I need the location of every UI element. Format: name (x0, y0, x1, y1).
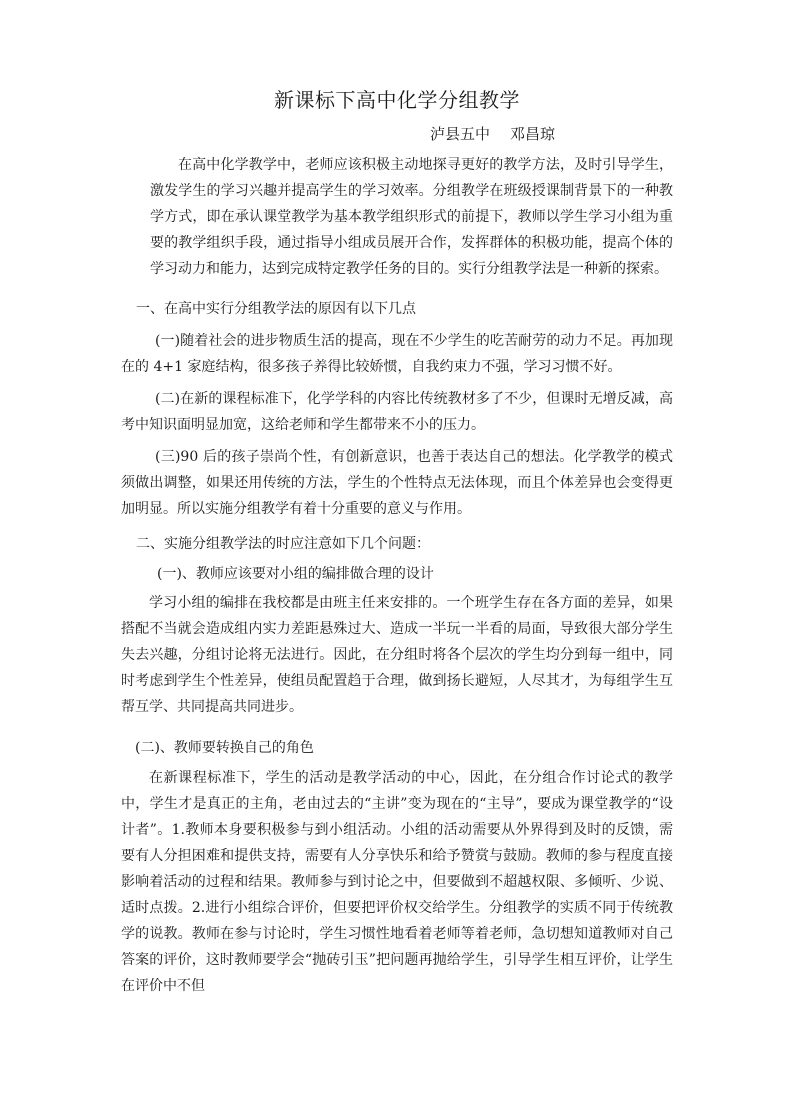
section-heading-1: 一、在高中实行分组教学法的原因有以下几点 (136, 301, 416, 317)
section2-paragraph-2: 在新课程标准下，学生的活动是教学活动的中心，因此，在分组合作讨论式的教学中，学生才是真正的主角，老由过去的“主讲”变为现在的“主导”，要成为课堂教学的“设计者”。1.教师本身要积极参与到小组活动。小组的活动需要从外界得到及时的反馈，需要有人分担困难和提供支持，需要有人分享快乐和给予赞赏与鼓励。教师的参与程度直接影响着活动的过程和结果。教师参与到讨论之中，但要做到不超越权限、多倾听、少说、适时点拨。2.进行小组综合评价，但要把评价权交给学生。分组教学的实质不同于传统教学的说教。教师在参与讨论时，学生习惯性地看着老师等着老师，急切想知道教师对自己答案的评价，这时教师要学会“抛砖引玉”把问题再抛给学生，引导学生相互评价，让学生在评价中不但 (121, 770, 673, 994)
section1-paragraph-1: (一)随着社会的进步物质生活的提高，现在不少学生的吃苦耐劳的动力不足。再加现在的 4+1 家庭结构，很多孩子养得比较娇惯，自我约束力不强，学习习惯不好。 (121, 333, 673, 375)
section-heading-2: 二、实施分组教学法的时应注意如下几个问题： (136, 536, 430, 552)
intro-paragraph: 在高中化学教学中，老师应该积极主动地探寻更好的教学方法，及时引导学生，激发学生的学习兴趣并提高学生的学习效率。分组教学在班级授课制背景下的一种教学方式，即在承认课堂教学为基本教学组织形式的前提下，教师以学生学习小组为重要的教学组织手段，通过指导小组成员展开合作，发挥群体的积极功能，提高个体的学习动力和能力，达到完成特定教学任务的目的。实行分组教学法是一种新的探索。 (150, 157, 673, 277)
author-school: 泸县五中 (430, 125, 491, 143)
subsection-heading-2: (二)、教师要转换自己的角色 (135, 740, 314, 756)
section2-paragraph-1: 学习小组的编排在我校都是由班主任来安排的。一个班学生存在各方面的差异，如果搭配不当就会造成组内实力差距悬殊过大、造成一半玩一半看的局面，导致很大部分学生失去兴趣，分组讨论将无法进行。因此，在分组时将各个层次的学生均分到每一组中，同时考虑到学生个性差异，使组员配置趋于合理，做到扬长避短，人尽其才，为每组学生互帮互学、共同提高共同进步。 (121, 595, 673, 715)
author-line (430, 124, 555, 144)
section1-paragraph-3: (三)90 后的孩子崇尚个性，有创新意识，也善于表达自己的想法。化学教学的模式须做出调整，如果还用传统的方法，学生的个性特点无法体现，而且个体差异也会变得更加明显。所以实施分组教学有着十分重要的意义与作用。 (121, 449, 673, 517)
document-title: 新课标下高中化学分组教学 (274, 88, 520, 112)
author-name: 邓昌琼 (510, 125, 556, 143)
section1-paragraph-2: (二)在新的课程标准下，化学学科的内容比传统教材多了不少，但课时无增反减，高考中知识面明显加宽，这给老师和学生都带来不小的压力。 (121, 391, 673, 433)
subsection-heading-1: (一)、教师应该要对小组的编排做合理的设计 (157, 566, 434, 582)
